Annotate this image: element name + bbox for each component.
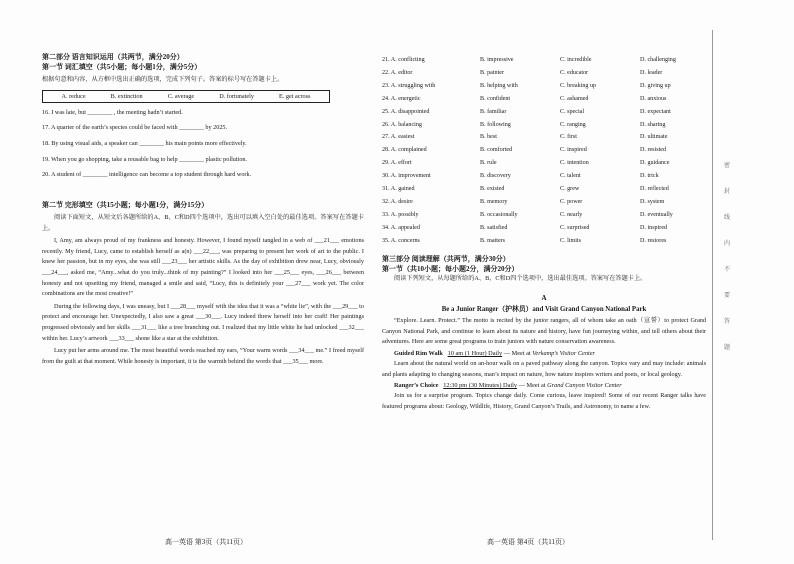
word-option: A. reduce — [61, 92, 86, 100]
part-title: 第二部分 语言知识运用（共两节，满分20分） — [42, 53, 184, 61]
option-cell: 27. A. easiest — [382, 134, 415, 141]
question-sentence: 19. When you go shopping, take a reusable bag to help ________ plastic pollution. — [42, 155, 248, 163]
option-cell: C. limits — [560, 237, 581, 244]
option-cell: 26. A. balancing — [382, 121, 422, 128]
option-cell: B. familiar — [480, 108, 507, 115]
option-cell: C. talent — [560, 173, 581, 180]
section2-instructions: 阅读下面短文，从短文后各题所给的A、B、C和D四个选项中，选出可以填入空白处的最佳选项。答案写在答题卡上。 — [42, 214, 364, 232]
section2-title: 第二节 完形填空（共15小题；每小题1分，满分15分） — [42, 201, 209, 210]
option-cell: 29. A. effort — [382, 160, 412, 167]
program2-meet-prefix: — Meet at — [517, 382, 548, 390]
part3-section1-title: 第一节（共10小题；每小题2分，满分20分） — [382, 264, 519, 273]
option-cell: D. system — [640, 198, 665, 205]
page-footer-right: 高一英语 第4页（共11页） — [487, 538, 569, 546]
program2-description: Join us for a surprise program. Topics change daily. Come curious, leave inspired! Some of our recent Ranger talks have featured programs about: Geology, Wildlife, History, Grand Canyon’s Trails, and Astronomy, to name a few. — [382, 392, 706, 410]
option-cell: D. challenging — [640, 57, 676, 63]
option-cell: C. special — [560, 108, 585, 115]
program1-meet-prefix: — Meet at — [502, 349, 533, 357]
binding-char: 封 — [723, 189, 730, 195]
part3-instructions: 阅读下列短文，从每题所给的A、B、C和D四个选项中，选出最佳选项。答案写在答题卡上。 — [394, 274, 647, 282]
option-cell: B. occasionally — [480, 211, 518, 218]
option-cell: B. discovery — [480, 173, 511, 180]
option-cell: C. breaking up — [560, 82, 597, 89]
option-cell: D. inspired — [640, 224, 668, 231]
binding-char: 答 — [723, 319, 730, 325]
option-cell: B. satisfied — [480, 224, 508, 231]
option-cell: C. ranging — [560, 121, 586, 128]
program2-heading — [382, 380, 706, 391]
cloze-paragraph-1: I, Amy, am always proud of my frankness and honesty. However, I found myself tangled in a web of ___21___ emotions recently. My friend, Lucy, came to establish herself as a(n) ___22___, was preparing to present her work of art to the public. I knew her passion, but in my eyes, she was still ___23___ her artistic skills. As the day of exhibition drew near, Lucy, obviously ___24___, asked me, “Amy...what do you truly...think of my painting?” I looked into her ___25___ eyes, ___26___ between honesty and not upsetting my friend, managed a smile and said, “Lucy, this is definitely your ___27___ work yet. The color combinations are the most creative!” — [42, 237, 364, 298]
option-cell: B. best — [480, 134, 497, 141]
question-sentence: 18. By using visual aids, a speaker can ________ his main points more effectively. — [42, 140, 247, 147]
option-cell: D. guidance — [640, 160, 670, 167]
binding-char: 题 — [723, 345, 730, 351]
option-cell: 33. A. possibly — [382, 211, 419, 218]
word-option: C. average — [167, 92, 195, 100]
program2-time: 12:30 pm (30 Minutes) Daily — [443, 382, 518, 390]
option-cell: D. restores — [640, 237, 667, 244]
program1-place: Verkamp’s Visitor Center — [532, 349, 595, 357]
option-cell: 24. A. energetic — [382, 95, 421, 102]
option-cell: D. reflected — [640, 186, 669, 193]
option-cell: D. ultimate — [640, 134, 668, 141]
section1-instructions: 根据句意和内容，从方框中选出正确的选项，完成下列句子。答案的标号写在答题卡上。 — [42, 76, 284, 83]
option-cell: C. incredible — [560, 57, 592, 63]
option-cell: D. eventually — [640, 211, 673, 218]
left-column — [42, 52, 364, 367]
option-cell: C. power — [560, 198, 583, 205]
word-bank-box — [42, 90, 330, 103]
word-option: D. fortunately — [219, 92, 254, 100]
word-option: B. extinction — [110, 92, 143, 100]
option-cell: C. grew — [560, 186, 580, 193]
option-cell: D. sharing — [640, 121, 666, 128]
section1-title: 第一节 词汇填空（共5小题；每小题1分，满分5分） — [42, 63, 202, 71]
option-cell: 35. A. concerns — [382, 237, 420, 244]
cloze-paragraph-2: During the following days, I was uneasy, but I ___28___ myself with the idea that it was a “white lie”, with the ___29___ to protect and encourage her. Unexpectedly, I also saw a great ___30___. Lucy indeed threw herself into her craft! Her paintings progressed obviously and her skills ___31___ like a tree branching out. I realized that my little white lie had unlocked ___32___ within her. Lucy’s artwork ___33___ shone like a star at the exhibition. — [42, 302, 364, 342]
option-cell: 30. A. improvement — [382, 173, 431, 180]
option-cell: 22. A. editor — [382, 69, 413, 76]
right-column — [382, 52, 706, 412]
option-cell: C. surprised — [560, 224, 590, 231]
program1-description: Learn about the natural world on an-hour walk on a paved pathway along the canyon. Topics vary and may include: animals and plants adapting to changing seasons, man’s impact on nature, how nature inspires writers and poets, or local geology. — [382, 359, 706, 378]
option-cell: D. anxious — [640, 95, 667, 102]
option-cell: 28. A. complained — [382, 147, 427, 154]
option-cell: 23. A. struggling with — [382, 82, 436, 89]
binding-margin-text — [722, 160, 732, 368]
binding-char: 线 — [723, 215, 730, 221]
binding-char: 内 — [723, 241, 730, 247]
option-cell: C. inspired — [560, 147, 587, 154]
option-cell: C. ashamed — [560, 95, 589, 102]
program1-name: Guided Rim Walk — [394, 349, 443, 357]
program1-heading — [382, 348, 706, 359]
cloze-paragraph-3: Lucy put her arms around me. The most beautiful words reached my ears, “Your warm words ___34___ me.” I freed myself from the guilt at that moment. While honesty is important, it is the warmth behind the words that ___35___ more. — [42, 347, 364, 365]
option-cell: B. following — [480, 121, 511, 128]
option-cell: B. matters — [480, 237, 506, 244]
option-cell: B. impressive — [480, 57, 514, 63]
option-cell: B. comforted — [480, 147, 513, 154]
option-cell: 34. A. appealed — [382, 224, 420, 231]
binding-line — [712, 30, 713, 540]
binding-char: 不 — [723, 267, 730, 273]
option-cell: B. painter — [480, 69, 505, 76]
option-cell: 32. A. desire — [382, 198, 413, 205]
program1-time: 10 am (1 Hour) Daily — [447, 349, 503, 357]
option-cell: D. giving up — [640, 82, 671, 89]
program2-name: Ranger’s Choice — [394, 382, 439, 390]
option-cell: D. trick — [640, 173, 659, 180]
option-cell: B. memory — [480, 198, 508, 205]
option-cell: C. nearly — [560, 211, 583, 218]
option-cell: B. existed — [480, 186, 505, 193]
binding-char: 密 — [723, 163, 730, 169]
question-sentence: 17. A quarter of the earth’s species could be faced with ________ by 2025. — [42, 124, 228, 132]
option-cell: D. leader — [640, 69, 663, 76]
option-cell: D. expectant — [640, 108, 671, 115]
options-grid — [382, 54, 706, 248]
question-sentence: 20. A student of ________ intelligence can become a top student through hard work. — [42, 171, 252, 179]
program2-place: Grand Canyon Visitor Center — [547, 382, 622, 390]
binding-char: 要 — [723, 293, 730, 299]
option-cell: D. resisted — [640, 147, 667, 154]
option-cell: C. intention — [560, 160, 589, 167]
word-option: E. get across — [279, 92, 311, 100]
question-sentence: 16. I was late, but ________ , the meeting hadn’t started. — [42, 108, 183, 116]
option-cell: 31. A. gained — [382, 186, 415, 193]
option-cell: C. first — [560, 134, 577, 141]
option-cell: B. helping with — [480, 82, 518, 89]
passage-letter: A — [541, 294, 547, 303]
page-footer-left: 高一英语 第3页（共11页） — [165, 538, 247, 546]
option-cell: C. educator — [560, 69, 589, 76]
part3-title: 第三部分 阅读理解（共两节，满分30分） — [382, 254, 510, 263]
passage-paragraph-1: “Explore. Learn. Protect.” The motto is recited by the junior rangers, all of whom take an oath（宣誓）to protect Grand Canyon National Park, and continue to learn about its nature and history, have fun journeying within, and tell others about their adventures. Here are some great programs to train juniors with nature conservation awareness. — [382, 317, 706, 346]
option-cell: B. confident — [480, 95, 511, 102]
option-cell: 21. A. conflicting — [382, 57, 425, 63]
option-cell: B. rule — [480, 160, 497, 167]
option-cell: 25. A. disappointed — [382, 108, 430, 115]
passage-title: Be a Junior Ranger（护林员）and Visit Grand Canyon National Park — [441, 306, 647, 314]
